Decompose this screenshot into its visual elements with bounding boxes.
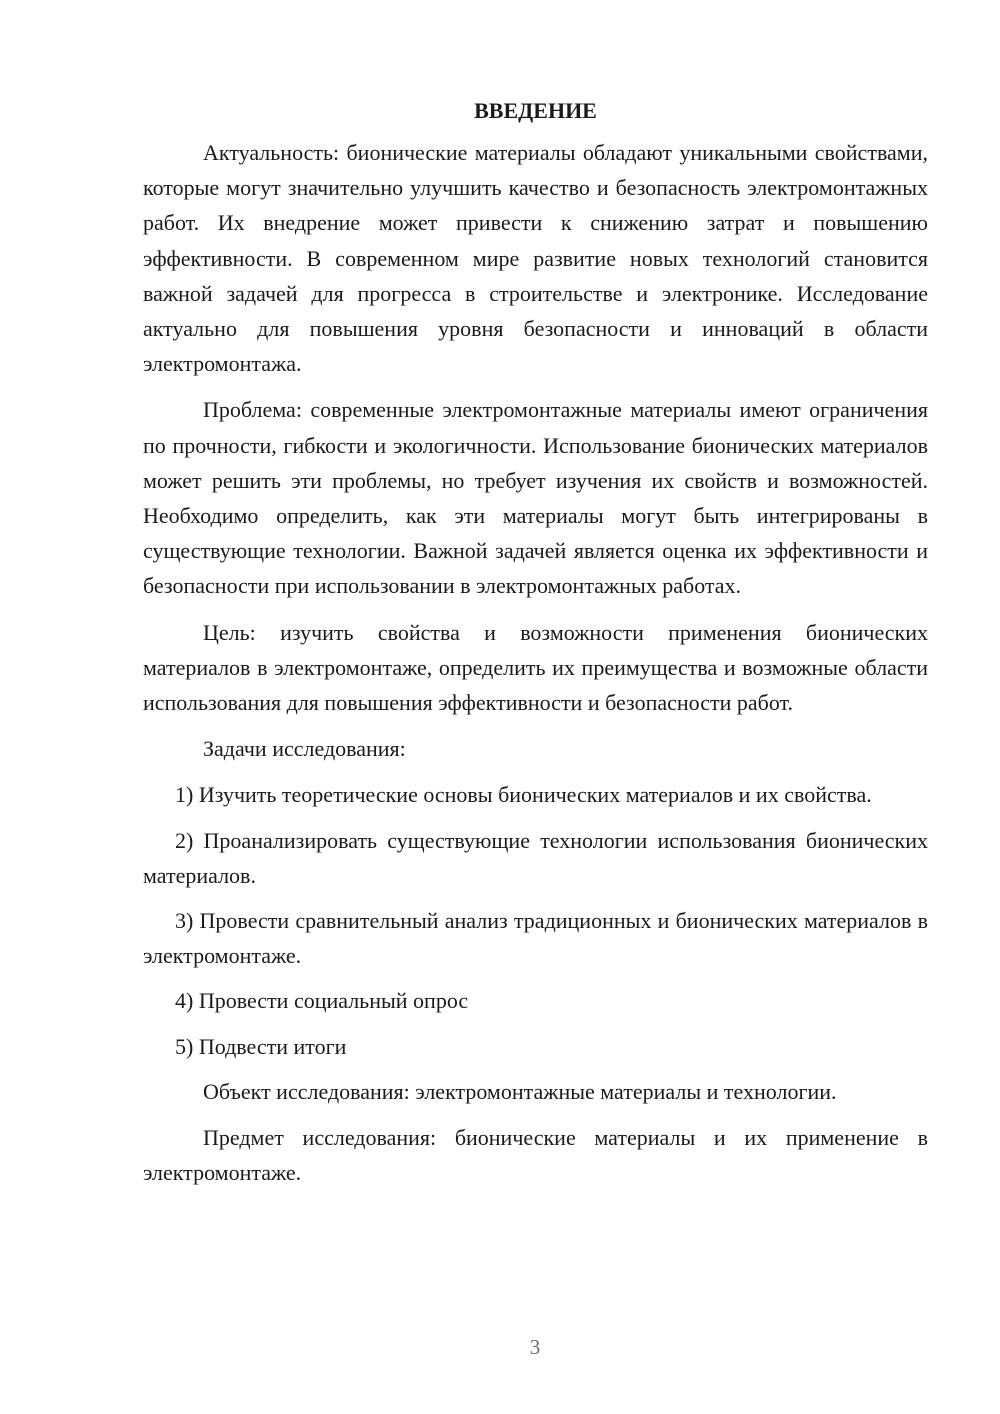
subject-paragraph: Предмет исследования: бионические материалы и их применение в электромонтаже. <box>143 1125 928 1186</box>
page-content <box>143 94 928 1201</box>
goal-paragraph: Цель: изучить свойства и возможности применения бионических материалов в электромонтаже, определить их преимущества и возможные области использования для повышения эффективности и безопасности работ. <box>143 619 928 716</box>
tasks-title: Задачи исследования: <box>203 736 406 762</box>
relevance-paragraph: Актуальность: бионические материалы обладают уникальными свойствами, которые могут значительно улучшить качество и безопасность электромонтажных работ. Их внедрение может привести к снижению затрат и повышению эффективности. В современном мире развитие новых технологий становится важной задачей для прогресса в строительстве и электронике. Исследование актуально для повышения уровня безопасности и инноваций в области электромонтажа. <box>143 140 928 377</box>
task-item: 1) Изучить теоретические основы бионических материалов и их свойства. <box>175 782 872 808</box>
task-item: 3) Провести сравнительный анализ традиционных и бионических материалов в электромонтаже. <box>143 908 928 969</box>
section-heading: ВВЕДЕНИЕ <box>474 98 597 123</box>
task-item: 2) Проанализировать существующие технологии использования бионических материалов. <box>143 827 928 888</box>
object-paragraph: Объект исследования: электромонтажные материалы и технологии. <box>203 1078 837 1104</box>
problem-paragraph: Проблема: современные электромонтажные материалы имеют ограничения по прочности, гибкости и экологичности. Использование бионических материалов может решить эти проблемы, но требует изучения их свойств и возможностей. Необходимо определить, как эти материалы могут быть интегрированы в существующие технологии. Важной задачей является оценка их эффективности и безопасности при использовании в электромонтажных работах. <box>143 397 928 599</box>
page-number: 3 <box>529 1335 541 1359</box>
task-item: 5) Подвести итоги <box>175 1033 347 1059</box>
task-item: 4) Провести социальный опрос <box>175 988 469 1014</box>
